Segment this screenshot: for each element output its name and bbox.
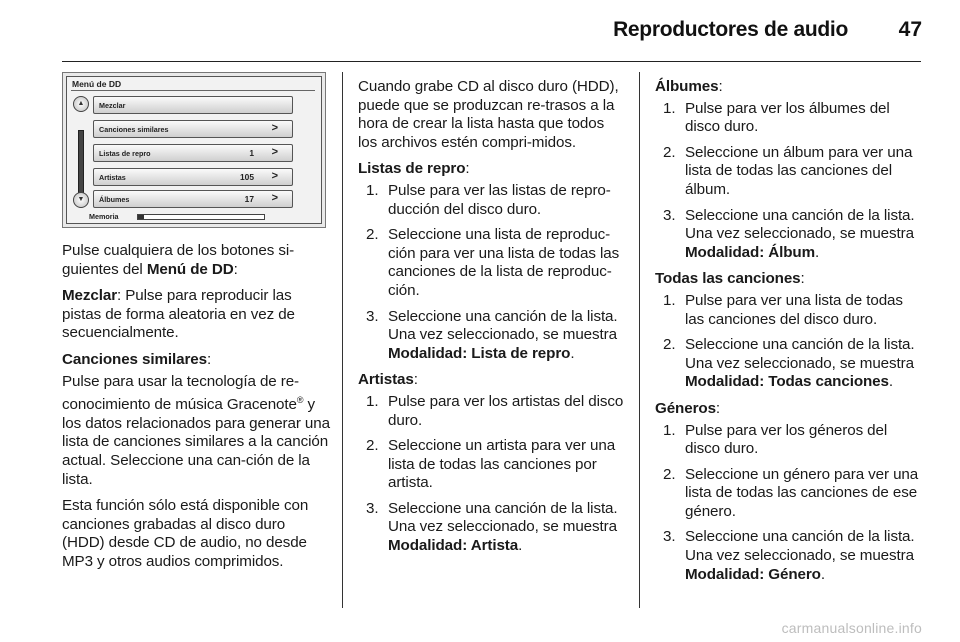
list-item <box>663 207 921 263</box>
list-number: 1. <box>663 291 676 309</box>
column-divider-2 <box>639 72 640 608</box>
dd-menu-row-count: 17 <box>244 194 254 204</box>
dd-menu-figure <box>62 72 326 228</box>
text: Seleccione una canción de la lista. Una vez seleccionado, se muestra <box>685 206 915 243</box>
dd-menu-row <box>93 144 293 162</box>
list-number: 2. <box>663 143 676 161</box>
dd-menu-row-label: Mezclar <box>99 101 126 110</box>
text: Seleccione un álbum para ver una lista de todas las canciones del álbum. <box>685 143 913 198</box>
term: Modalidad: Todas canciones <box>685 373 889 391</box>
text: Pulse cualquiera de los botones si-guientes del <box>62 242 295 278</box>
text: Seleccione un artista para ver una lista de todas las canciones por artista. <box>388 437 616 492</box>
column-2 <box>358 78 624 564</box>
dd-menu-row-label: Artistas <box>99 173 126 182</box>
column-3 <box>655 78 921 592</box>
paragraph <box>62 287 330 343</box>
list <box>655 422 921 585</box>
term: Listas de repro <box>358 160 466 178</box>
list-item <box>663 292 921 329</box>
term: Modalidad: Álbum <box>685 243 816 261</box>
chevron-right-icon: > <box>271 192 278 204</box>
term: Álbumes <box>655 78 719 95</box>
text: Seleccione una lista de reproduc-ción para ver una lista de todas las canciones de la lista de reproduc-ción. <box>388 226 620 299</box>
text: . <box>518 537 523 555</box>
text: Pulse para usar la tecnología de re-conocimiento de música Gracenote <box>62 372 300 414</box>
list-number: 1. <box>663 99 676 117</box>
text: Seleccione una canción de la lista. Una vez seleccionado, se muestra <box>388 499 618 536</box>
list-item <box>366 226 624 300</box>
dd-menu-title-divider <box>71 90 315 91</box>
text: y los datos relacionados para generar una lista de canciones similares a la canción actual. Seleccione una can-ción de la lista. <box>62 396 330 488</box>
dd-menu-screen <box>66 76 322 224</box>
list-item <box>366 393 624 430</box>
memory-bar <box>137 214 265 220</box>
dd-menu-row-label: Canciones similares <box>99 125 169 134</box>
section-heading: Géneros: <box>655 399 721 417</box>
list-number: 2. <box>663 336 676 354</box>
list <box>358 182 624 363</box>
page-title: Reproductores de audio <box>613 18 848 41</box>
term: Menú de DD <box>146 260 234 278</box>
paragraph: Esta función sólo está disponible con canciones grabadas al disco duro (HDD) desde CD de audio, no desde MP3 y otros audios comprimidos. <box>62 497 309 570</box>
watermark: carmanualsonline.info <box>781 620 922 636</box>
paragraph <box>62 373 330 490</box>
dd-menu-row-count: 1 <box>249 148 254 158</box>
memory-bar-fill <box>138 215 144 219</box>
list-item <box>366 308 624 364</box>
text: Pulse para ver los géneros del disco duro. <box>685 421 888 458</box>
text: Seleccione un género para ver una lista de todas las canciones de ese género. <box>685 465 919 520</box>
list-number: 1. <box>366 392 379 410</box>
section-heading: Artistas: <box>358 371 418 389</box>
dd-menu-title: Menú de DD <box>72 79 122 89</box>
text: Seleccione una canción de la lista. Una vez seleccionado, se muestra <box>685 528 915 565</box>
dd-menu-row-label: Álbumes <box>99 195 130 204</box>
chevron-right-icon: > <box>271 122 278 134</box>
list-item <box>663 422 921 459</box>
paragraph <box>62 242 330 279</box>
term: Modalidad: Artista <box>388 537 519 555</box>
column-1 <box>62 242 330 580</box>
chevron-right-icon: > <box>271 146 278 158</box>
list <box>358 393 624 556</box>
text: : Pulse para reproducir las pistas de forma aleatoria en vez de secuencialmente. <box>62 287 295 342</box>
paragraph <box>62 351 330 370</box>
page-number: 47 <box>898 18 922 41</box>
text: . <box>815 243 820 261</box>
dd-menu-row <box>93 190 293 208</box>
list <box>655 100 921 263</box>
dd-menu-row <box>93 168 293 186</box>
list-item <box>663 336 921 392</box>
section-heading: Todas las canciones: <box>655 270 805 288</box>
memory-label: Memoria <box>89 212 119 221</box>
scroll-down-icon: ▼ <box>73 192 89 208</box>
term: Mezclar <box>62 287 118 305</box>
dd-menu-scrollbar <box>78 130 84 196</box>
list-number: 2. <box>366 226 379 244</box>
list-item <box>663 528 921 584</box>
list-number: 3. <box>663 528 676 546</box>
term: Artistas <box>358 371 414 389</box>
dd-menu-row-count: 105 <box>240 172 254 182</box>
list-number: 2. <box>663 465 676 483</box>
text: Pulse para ver las listas de repro-ducción del disco duro. <box>388 181 611 218</box>
page-header <box>0 0 960 62</box>
dd-menu-row-label: Listas de repro <box>99 149 151 158</box>
list-number: 3. <box>663 206 676 224</box>
list-item <box>366 182 624 219</box>
text: : <box>233 260 238 278</box>
text: Pulse para ver una lista de todas las canciones del disco duro. <box>685 291 903 328</box>
text: Seleccione una canción de la lista. Una vez seleccionado, se muestra <box>685 336 915 372</box>
section-heading: Álbumes: <box>655 78 723 95</box>
list-number: 1. <box>663 421 676 439</box>
list-item <box>366 437 624 493</box>
text: Pulse para ver los álbumes del disco duro. <box>685 99 890 136</box>
list <box>655 292 921 392</box>
text: . <box>820 565 825 583</box>
term: Modalidad: Lista de repro <box>388 344 571 362</box>
column-divider-1 <box>342 72 343 608</box>
term: Modalidad: Género <box>685 565 821 583</box>
section-heading: Listas de repro: <box>358 160 470 178</box>
dd-menu-row <box>93 96 293 114</box>
list-number: 2. <box>366 437 379 455</box>
list-number: 3. <box>366 307 379 325</box>
list-item <box>366 500 624 556</box>
term: Canciones similares <box>62 350 207 368</box>
list-item <box>663 144 921 200</box>
list-number: 3. <box>366 499 379 517</box>
text: : <box>206 350 212 368</box>
list-item <box>663 466 921 522</box>
registered-mark: ® <box>296 395 304 406</box>
list-item <box>663 100 921 137</box>
term: Todas las canciones <box>655 270 801 288</box>
text: . <box>888 373 893 391</box>
paragraph: Cuando grabe CD al disco duro (HDD), puede que se produzcan re-trasos a la hora de crear la lista hasta que todos los archivos estén compri-midos. <box>358 78 619 151</box>
chevron-right-icon: > <box>271 170 278 182</box>
list-number: 1. <box>366 181 379 199</box>
text: Pulse para ver los artistas del disco duro. <box>388 392 624 429</box>
text: Seleccione una canción de la lista. Una vez seleccionado, se muestra <box>388 307 618 344</box>
dd-menu-row <box>93 120 293 138</box>
term: Géneros <box>655 399 716 417</box>
scroll-up-icon: ▲ <box>73 96 89 112</box>
header-divider <box>62 61 921 62</box>
text: . <box>570 344 575 362</box>
